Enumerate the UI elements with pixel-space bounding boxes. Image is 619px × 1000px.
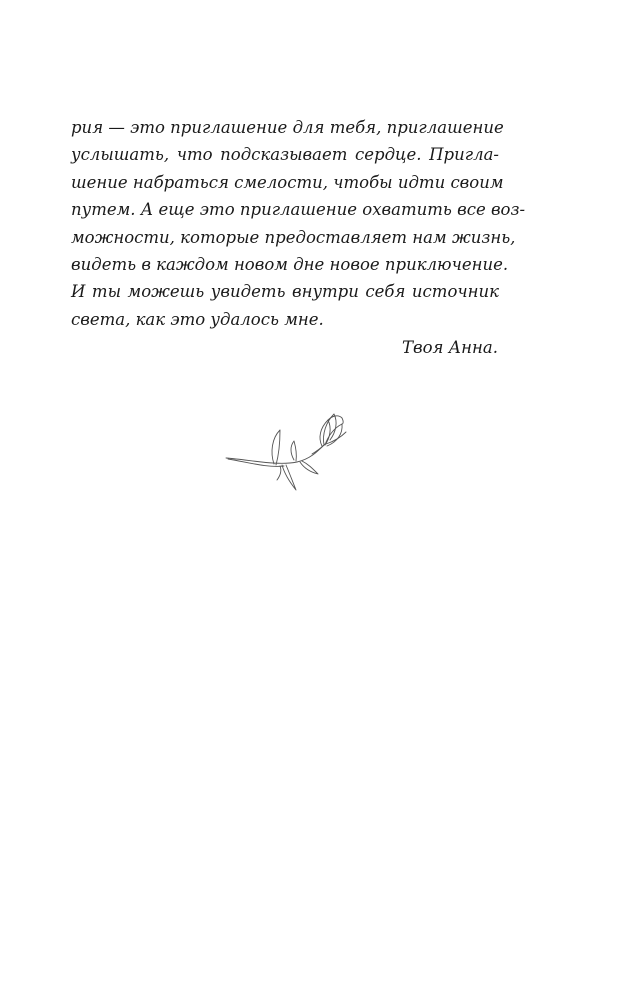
text-line: услышать, что подсказывает сердце. Пригла- [71,145,499,165]
flower-illustration-icon [222,408,352,496]
text-line: рия — это приглашение для тебя, приглашение [71,118,504,137]
text-line: света, как это удалось мне. [71,309,324,329]
text-line: видеть в каждом новом дне новое приключение. [71,254,509,274]
text-line: можности, которые предоставляет нам жизнь, [71,227,516,247]
text-line: путем. А еще это приглашение охватить все воз- [71,200,526,220]
text-line: шение набраться смелости, чтобы идти своим [71,172,504,192]
body-text [71,114,526,333]
text-line: И ты можешь увидеть внутри себя источник [71,282,499,302]
signature: Твоя Анна. [401,338,498,357]
